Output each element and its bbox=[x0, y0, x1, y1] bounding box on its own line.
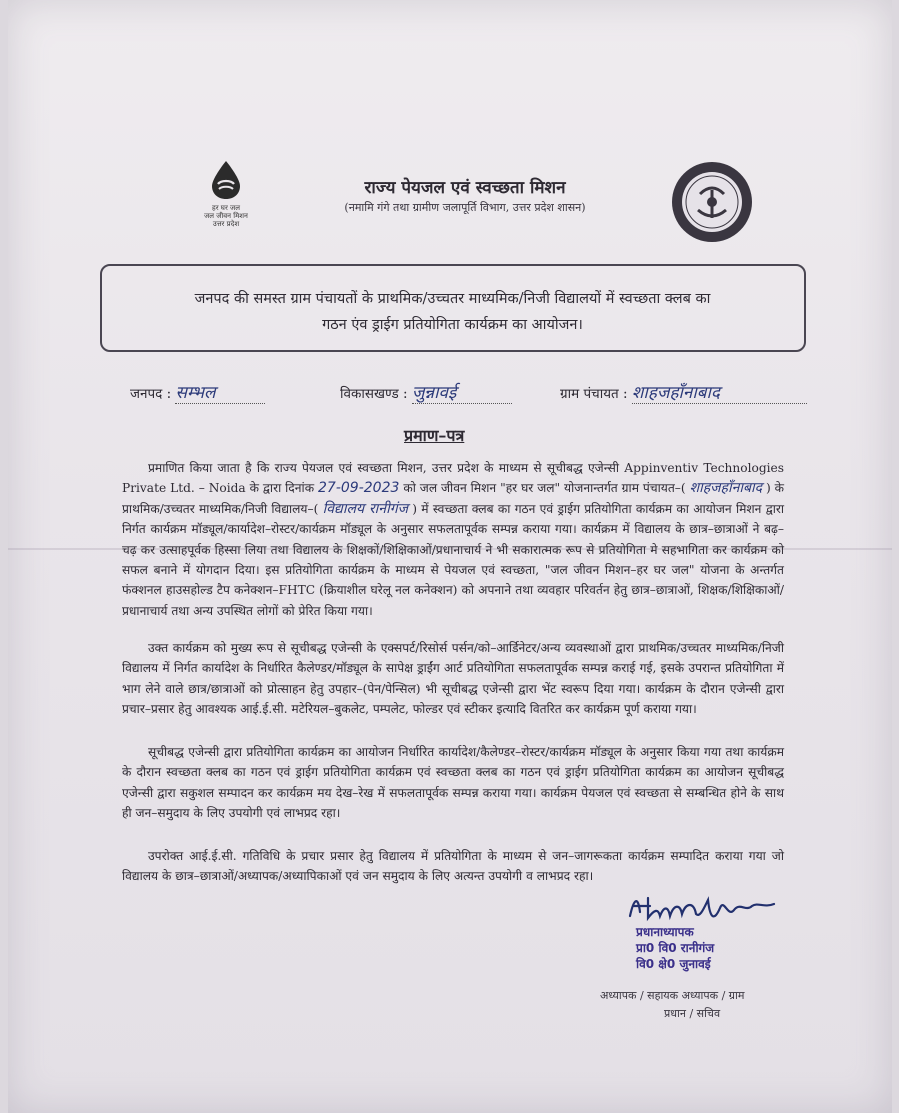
block-label: विकासखण्ड : bbox=[340, 386, 408, 402]
p1-text-b: को जल जीवन मिशन "हर घर जल" योजनान्तर्गत ग्राम पंचायत–( bbox=[403, 481, 686, 496]
certificate-paragraph-2: उक्त कार्यक्रम को मुख्य रूप से सूचीबद्ध एजेन्सी के एक्सपर्ट/रिसोर्स पर्सन/को–आर्डिनेटर/अन्य व्यवस्थाओं द्वारा प्राथमिक/उच्चतर माध्यमिक/निजी विद्यालय में निर्गत कार्यादेश के निर्धारित कैलेण्डर/मॉड्यूल के सापेक्ष ड्राईंग आर्ट प्रतियोगिता सफलतापूर्वक सम्पन्न कराई गई, इसके उपरान्त प्रतियोगिता में भाग लेने वाले छात्र/छात्राओं को प्रोत्साहन हेतु उपहार–(पेन/पेन्सिल) भी सूचीबद्ध एजेन्सी द्वारा भेंट स्वरूप दिया गया। कार्यक्रम के दौरान एजेन्सी द्वारा प्रचार–प्रसार हेतु आवश्यक आई.ई.सी. मटेरियल–बुकलेट, पम्पलेट, फोल्डर एवं स्टीकर इत्यादि वितरित कर कार्यक्रम पूर्ण कराया गया। bbox=[122, 641, 784, 717]
p1-text-c: ) के प्राथमिक/उच्चतर माध्यमिक/निजी विद्यालय–( bbox=[122, 481, 785, 516]
subject-text bbox=[110, 286, 795, 338]
subject-line-1: जनपद की समस्त ग्राम पंचायतों के प्राथमिक/उच्चतर माध्यमिक/निजी विद्यालयों में स्वच्छता क्लब का bbox=[194, 291, 711, 307]
block-value: जुन्नावई bbox=[411, 383, 457, 403]
department-subtitle: (नमामि गंगे तथा ग्रामीण जलापूर्ति विभाग, उत्तर प्रदेश शासन) bbox=[344, 201, 586, 214]
certificate-title: प्रमाण–पत्र bbox=[404, 426, 465, 445]
panchayat-field bbox=[560, 380, 807, 404]
water-drop-icon bbox=[209, 160, 243, 200]
p1-panchayat: शाहजहाँनाबाद bbox=[689, 480, 763, 497]
district-field bbox=[130, 380, 265, 404]
certificate-paragraph-1 bbox=[122, 458, 784, 621]
up-government-seal bbox=[670, 160, 754, 244]
p1-text-a: प्रमाणित किया जाता है कि राज्य पेयजल एवं स्वच्छता मिशन, उत्तर प्रदेश के माध्यम से सूचीबद्ध एजेन्सी Appinventiv Technologies Private Ltd. – Noida के द्वारा दिनांक bbox=[122, 461, 784, 496]
panchayat-value: शाहजहाँनाबाद bbox=[631, 383, 720, 403]
p1-school: विद्यालय रानीगंज bbox=[322, 500, 408, 517]
signatory-label-2: प्रधान / सचिव bbox=[664, 1007, 721, 1020]
subject-line-2: गठन एंव ड्राईग प्रतियोगिता कार्यक्रम का आयोजन। bbox=[322, 317, 583, 333]
headmaster-stamp bbox=[636, 924, 776, 972]
district-value: सम्भल bbox=[175, 383, 216, 403]
certificate-paragraph-4: उपरोक्त आई.ई.सी. गतिविधि के प्रचार प्रसार हेतु विद्यालय में प्रतियोगिता के माध्यम से जन–जागरूकता कार्यक्रम सम्पादित कराया गया जो विद्यालय के छात्र–छात्राओं/अध्यापक/अध्यापिकाओं एवं जन समुदाय के लिए अत्यन्त उपयोगी व लाभप्रद रहा। bbox=[122, 849, 784, 884]
signatory-label-1: अध्यापक / सहायक अध्यापक / ग्राम bbox=[600, 989, 745, 1002]
stamp-line-2: प्रा0 वि0 रानीगंज bbox=[636, 941, 715, 955]
p1-date: 27-09-2023 bbox=[318, 480, 400, 497]
logo-text-2: जल जीवन मिशन bbox=[204, 212, 248, 220]
p1-text-d: ) में स्वच्छता क्लब का गठन एवं ड्राईग प्रतियोगिता कार्यक्रम का आयोजन मिशन द्वारा निर्गत कार्यक्रम मॉड्यूल/कार्यादेश–रोस्टर/कार्यक्रम मॉड्यूल के अनुसार सफलतापूर्वक सम्पन्न कराया गया। कार्यक्रम में विद्यालय के छात्र–छात्राओं ने बढ़–चढ़ कर उत्साहपूर्वक हिस्सा लिया तथा विद्यालय के शिक्षकों/शिक्षिकाओं/प्रधानाचार्य ने भी सकारात्मक रूप से प्रतियोगिता मे सहभागिता कर कार्यक्रम को सफल बनाने में योगदान दिया। इस प्रतियोगिता कार्यक्रम के माध्यम से पेयजल एवं स्वच्छता, "जल जीवन मिशन–हर घर जल" योजना के अन्तर्गत फंक्शनल हाउसहोल्ड टैप कनेक्शन–FHTC (क्रियाशील घरेलू नल कनेक्शन) को अपनाने तथा व्यवहार परिवर्तन हेतु छात्र–छात्राओं, शिक्षक/शिक्षिकाओं/प्रधानाचार्य तथा अन्य उपस्थित लोगों को प्रेरित किया गया। bbox=[122, 501, 785, 618]
logo-text-1: हर घर जल bbox=[212, 204, 240, 212]
stamp-line-1: प्रधानाध्यापक bbox=[636, 925, 694, 939]
district-label: जनपद : bbox=[130, 386, 172, 402]
department-title: राज्य पेयजल एवं स्वच्छता मिशन bbox=[364, 178, 566, 198]
handwritten-signature bbox=[624, 888, 784, 928]
certificate-paragraph-3: सूचीबद्ध एजेन्सी द्वारा प्रतियोगिता कार्यक्रम का आयोजन निर्धारित कार्यादेश/कैलेण्डर–रोस्टर/कार्यक्रम मॉड्यूल के अनुसार किया गया तथा कार्यक्रम के दौरान स्वच्छता क्लब का गठन एवं ड्राईग प्रतियोगिता कार्यक्रम एवं स्वच्छता क्लब का गठन एवं ड्राईग प्रतियोगिता कार्यक्रम का आयोजन सूचीबद्ध एजेन्सी द्वारा सकुशल सम्पादन कर कार्यक्रम मय देख–रेख में सफलतापूर्वक सम्पन्न कराया गया। कार्यक्रम पेयजल एवं स्वच्छता से सम्बन्धित होने के साथ ही जन–समुदाय के लिए उपयोगी एवं लाभप्रद रहा। bbox=[122, 745, 784, 821]
panchayat-label: ग्राम पंचायत : bbox=[560, 386, 628, 402]
stamp-line-3: वि0 क्षे0 जुनावई bbox=[636, 957, 711, 971]
block-field bbox=[340, 380, 512, 404]
logo-text-3: उत्तर प्रदेश bbox=[212, 220, 240, 228]
har-ghar-jal-logo bbox=[196, 160, 256, 236]
